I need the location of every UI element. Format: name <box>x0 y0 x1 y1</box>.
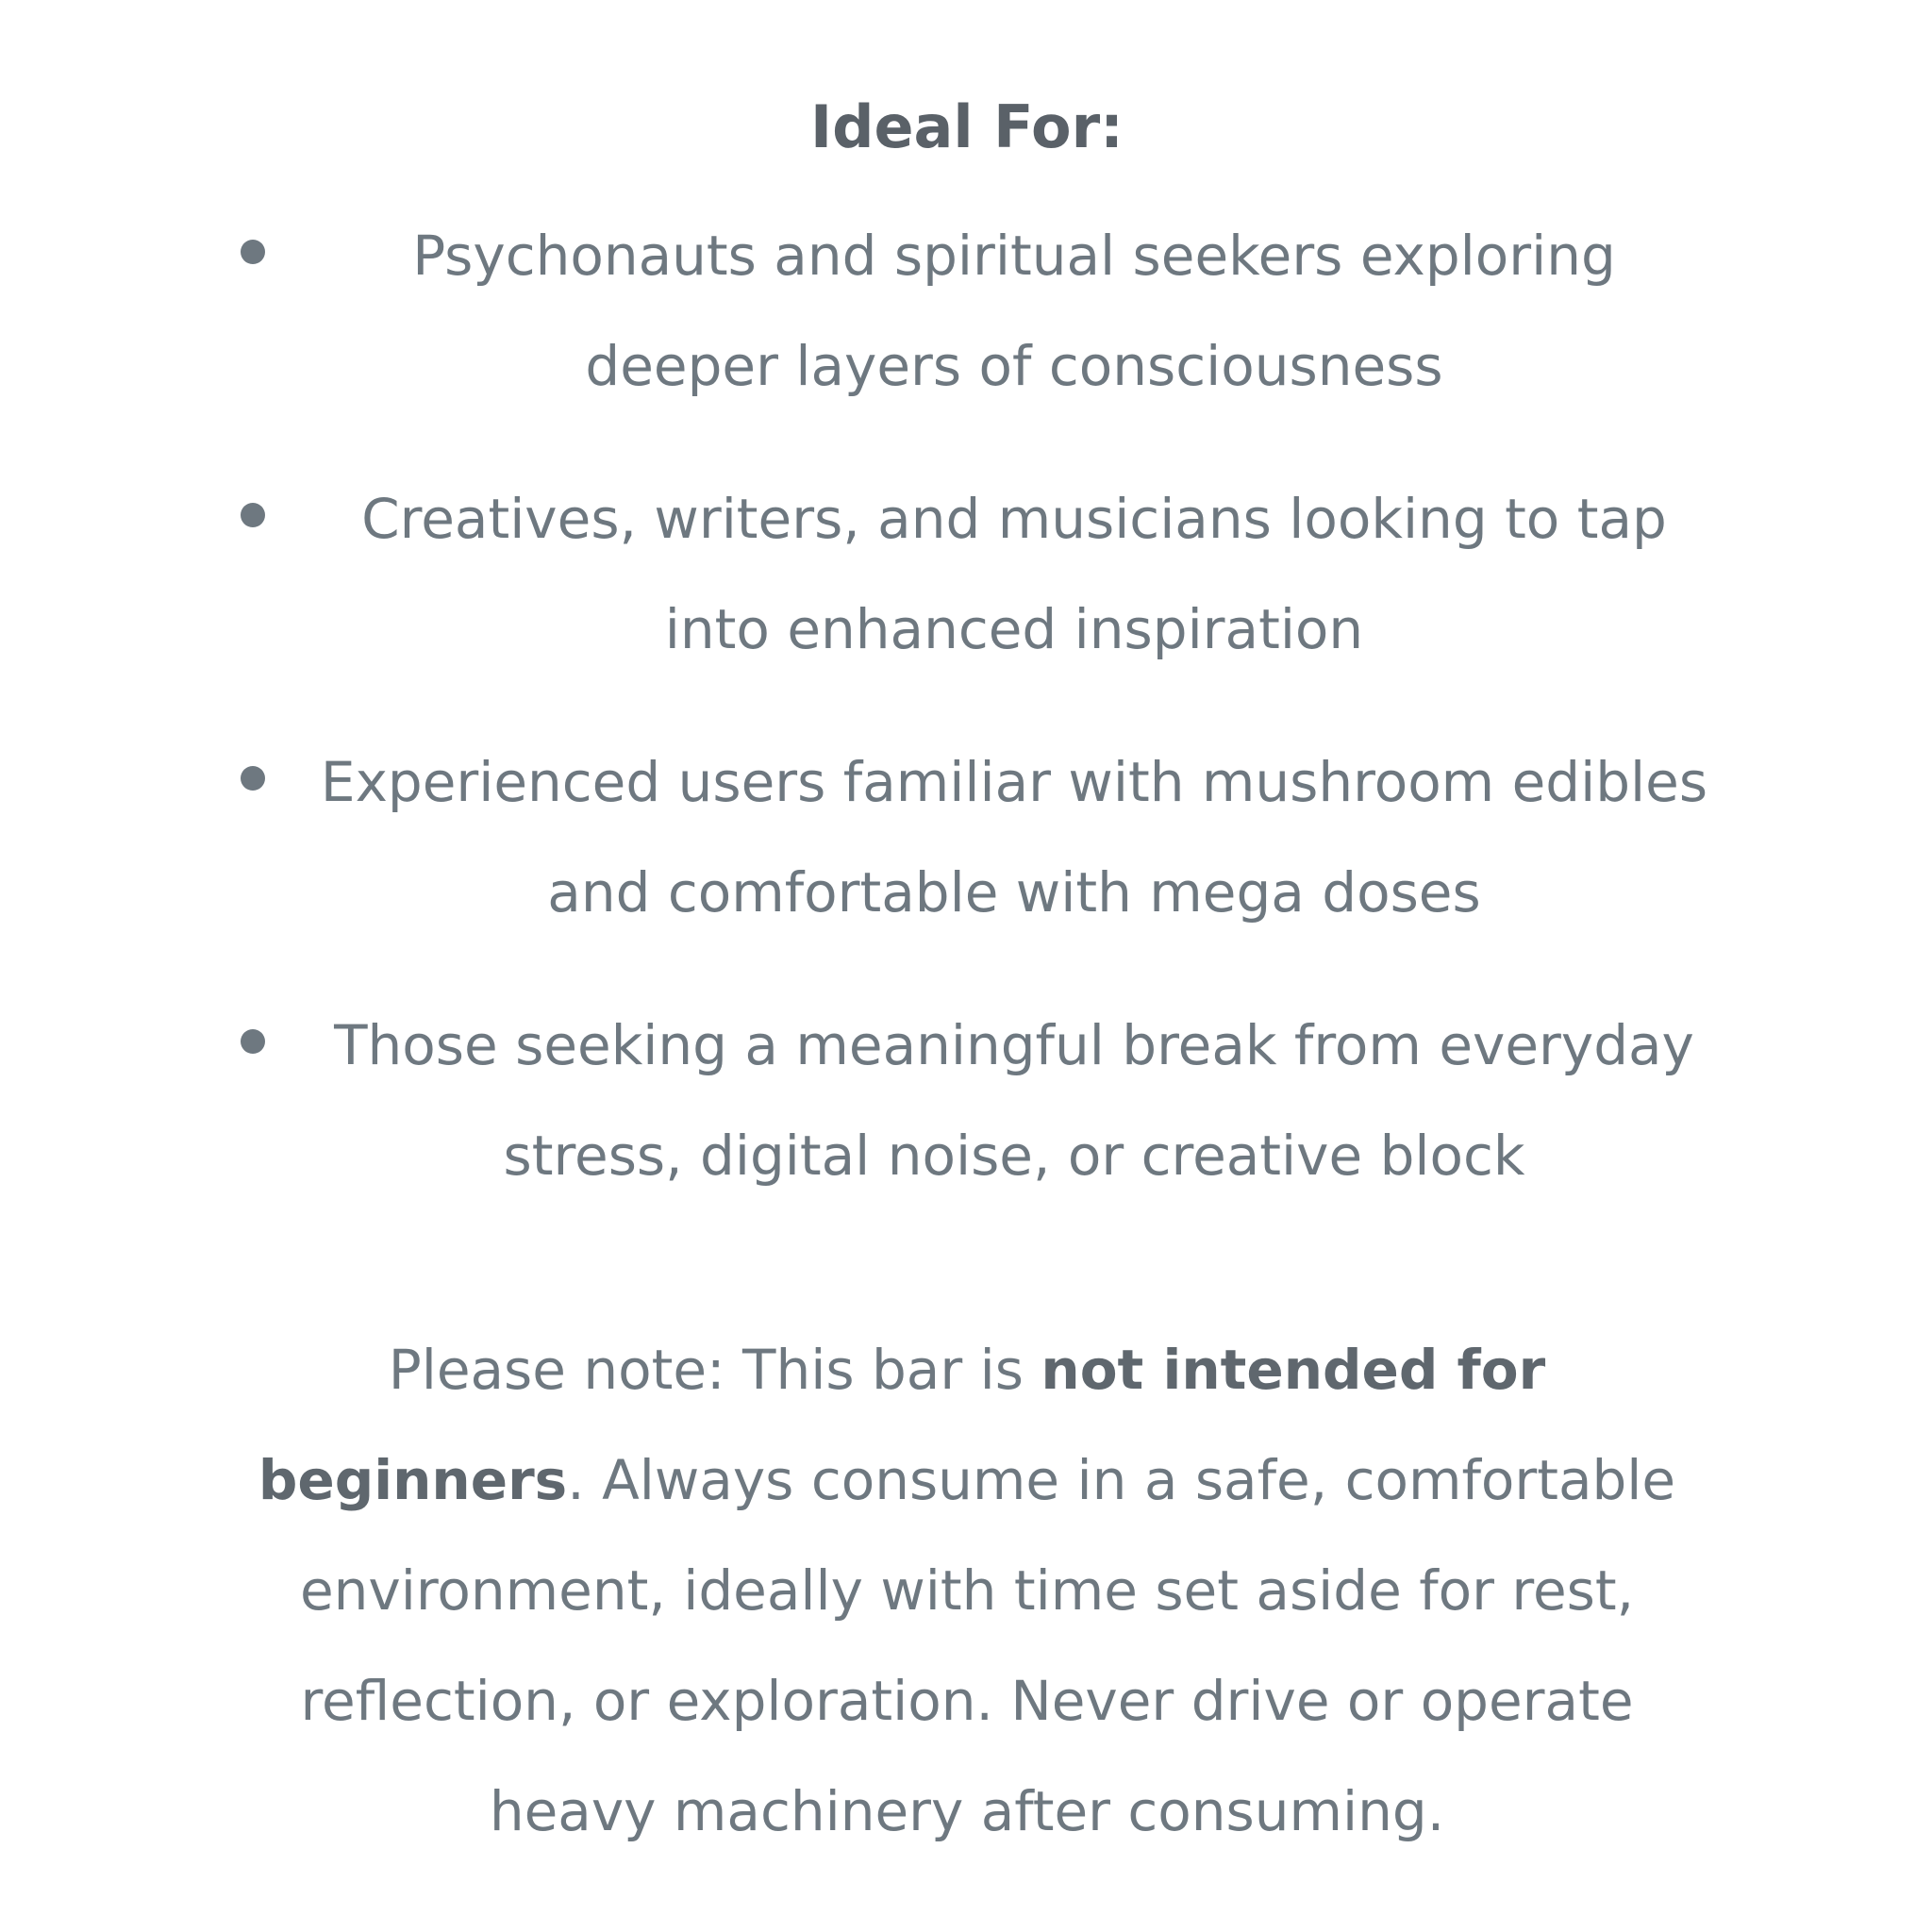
list-item-text: Psychonauts and spiritual seekers exploring deeper layers of consciousness <box>412 224 1616 398</box>
list-item <box>217 727 1717 948</box>
list-item-text: Experienced users familiar with mushroom edibles and comfortable with mega doses <box>320 750 1708 924</box>
list-item-text: Those seeking a meaningful break from everyday stress, digital noise, or creative block <box>334 1013 1694 1188</box>
bullet-icon <box>241 1029 265 1054</box>
note-emphasis: not intended for beginners <box>258 1338 1546 1512</box>
list-item <box>217 991 1717 1211</box>
ideal-for-list <box>217 201 1717 1211</box>
safety-note <box>217 1315 1717 1867</box>
bullet-icon <box>241 503 265 527</box>
note-suffix: . Always consume in a safe, comfortable environment, ideally with time set aside for rest, reflection, or exploration. Never drive or operate heavy machinery after consuming. <box>299 1448 1676 1843</box>
list-item <box>217 201 1717 422</box>
note-prefix: Please note: This bar is <box>388 1338 1041 1402</box>
bullet-icon <box>241 766 265 791</box>
ideal-for-heading: Ideal For: <box>810 92 1124 161</box>
list-item <box>217 464 1717 685</box>
bullet-icon <box>241 240 265 264</box>
content-section <box>217 90 1717 1922</box>
list-item-text: Creatives, writers, and musicians looking to tap into enhanced inspiration <box>361 487 1667 661</box>
